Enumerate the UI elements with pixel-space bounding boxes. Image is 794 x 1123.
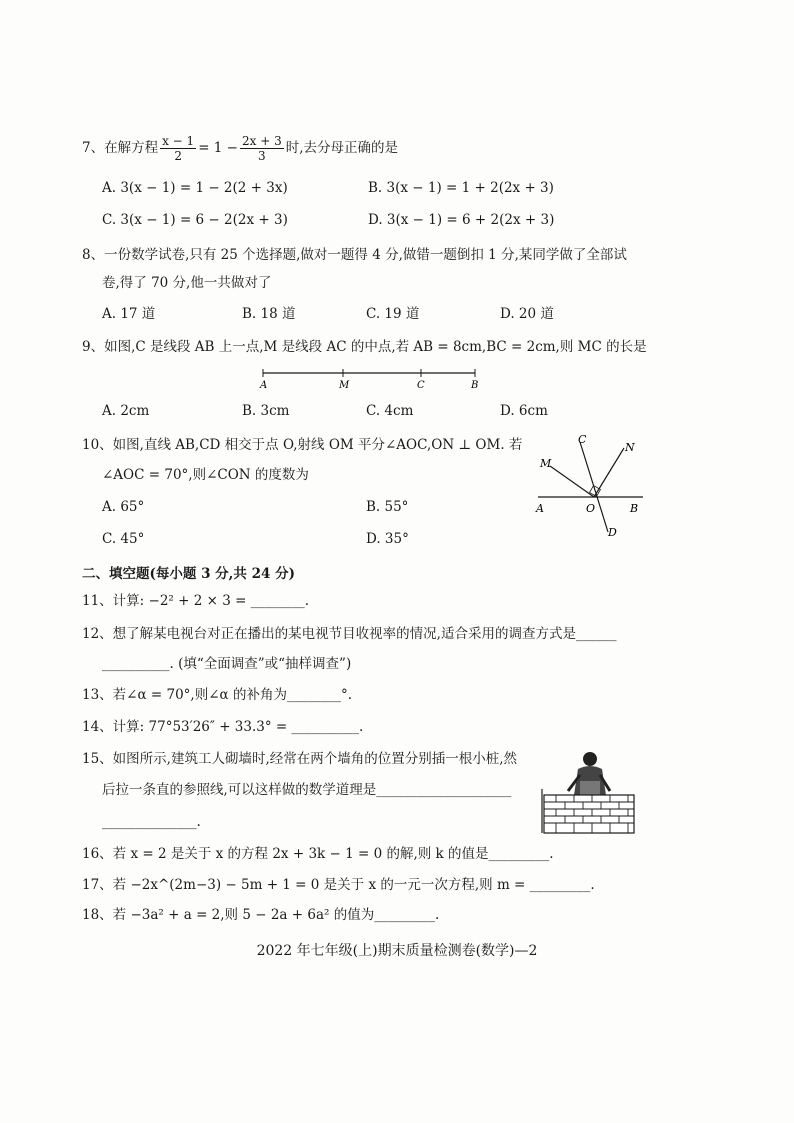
label-o: O [586,502,596,515]
q13: 13、若∠α = 70°,则∠α 的补角为________°. [82,687,352,703]
q12-line-1: 12、想了解某电视台对正在播出的某电视节目收视率的情况,适合采用的调查方式是______ [82,626,617,642]
q10-option-d: D. 35° [366,531,409,547]
point-b-label: B [471,380,479,390]
q15-line-2: 后拉一条直的参照线,可以这样做的数学道理是____________________ [102,782,512,798]
q15-line-1: 15、如图所示,建筑工人砌墙时,经常在两个墙角的位置分别插一根小桩,然 [82,751,518,767]
q14: 14、计算: 77°53′26″ + 33.3° = __________. [82,719,364,735]
bricklayer-illustration [540,745,640,837]
label-a: A [536,502,544,515]
q7-option-a: A. 3(x − 1) = 1 − 2(2 + 3x) [102,180,288,196]
q16: 16、若 x = 2 是关于 x 的方程 2x + 3k − 1 = 0 的解,则 k 的值是_________. [82,846,554,862]
q9-option-b: B. 3cm [242,403,290,419]
q8-option-b: B. 18 道 [242,306,296,322]
q7-text-before: 7、在解方程 [82,140,159,156]
point-c-label: C [417,380,425,390]
q10-option-b: B. 55° [366,499,409,515]
q7-option-d: D. 3(x − 1) = 6 + 2(2x + 3) [368,212,555,228]
q9-option-a: A. 2cm [102,403,150,419]
q9-option-c: C. 4cm [366,403,414,419]
label-b: B [630,502,639,515]
q7-fraction-1: $\frac{x - 1}{2}$ [162,134,195,163]
label-n: N [625,441,635,454]
q12-line-2: __________. (填“全面调查”或“抽样调查”) [102,656,352,672]
q9-segment-figure [255,362,485,390]
q7-option-c: C. 3(x − 1) = 6 − 2(2x + 3) [102,212,288,228]
q7-text-after: 时,去分母正确的是 [285,140,399,156]
q10-line-2: ∠AOC = 70°,则∠CON 的度数为 [102,467,309,483]
page-footer: 2022 年七年级(上)期末质量检测卷(数学)—2 [256,943,538,959]
q8-line-2: 卷,得了 70 分,他一共做对了 [102,275,272,291]
q10-option-c: C. 45° [102,531,145,547]
label-d: D [608,526,617,539]
q9-option-d: D. 6cm [500,403,548,419]
point-a-label: A [260,380,268,390]
q7-stem [82,134,398,163]
label-m: M [540,457,552,470]
q7-option-b: B. 3(x − 1) = 1 + 2(2x + 3) [368,180,554,196]
q11: 11、计算: −2² + 2 × 3 = ________. [82,593,309,609]
q8-option-c: C. 19 道 [366,306,420,322]
q15-line-3: ______________. [102,814,201,830]
q8-option-d: D. 20 道 [500,306,554,322]
q18: 18、若 −3a² + a = 2,则 5 − 2a + 6a² 的值为_________. [82,907,440,923]
q8-option-a: A. 17 道 [102,306,156,322]
q17: 17、若 −2x^(2m−3) − 5m + 1 = 0 是关于 x 的一元一次方程,则 m = _________. [82,877,595,893]
q10-angle-figure [528,432,658,542]
q9-line-1: 9、如图,C 是线段 AB 上一点,M 是线段 AC 的中点,若 AB = 8cm,BC = 2cm,则 MC 的长是 [82,339,647,355]
q10-line-1: 10、如图,直线 AB,CD 相交于点 O,射线 OM 平分∠AOC,ON ⊥ OM. 若 [82,437,523,453]
q10-option-a: A. 65° [102,499,145,515]
point-m-label: M [339,380,350,390]
q8-line-1: 8、一份数学试卷,只有 25 个选择题,做对一题得 4 分,做错一题倒扣 1 分,某同学做了全部试 [82,247,627,263]
q7-middle: = 1 − [198,140,238,156]
label-c: C [578,433,587,446]
section-2-heading: 二、填空题(每小题 3 分,共 24 分) [82,566,295,582]
q7-fraction-2: $\frac{2x + 3}{3}$ [241,134,282,163]
